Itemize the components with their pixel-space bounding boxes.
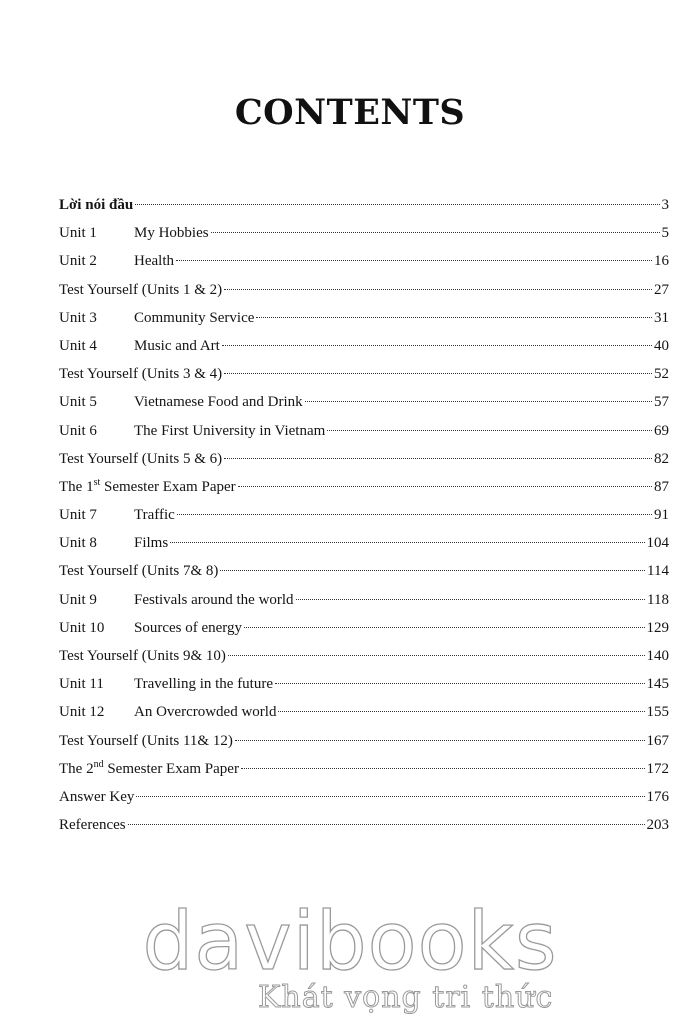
- toc-title: Festivals around the world: [134, 591, 294, 608]
- dot-leader: [220, 570, 645, 571]
- toc-entry: [59, 529, 669, 557]
- toc-title: Travelling in the future: [134, 676, 274, 693]
- dot-leader: [224, 373, 652, 374]
- toc-page-number: 118: [647, 591, 669, 608]
- toc-entry: [59, 445, 669, 473]
- dot-leader: [256, 317, 652, 318]
- toc-entry: [59, 247, 669, 275]
- toc-page-number: 69: [654, 422, 669, 439]
- toc-unit-label: Unit 3: [59, 309, 97, 326]
- toc-entry: [59, 332, 669, 360]
- toc-entry: [59, 811, 669, 839]
- toc-title: Music and Art: [134, 337, 220, 354]
- toc-entry: [59, 276, 669, 304]
- toc-entry: [59, 304, 669, 332]
- dot-leader: [327, 430, 652, 431]
- dot-leader: [305, 401, 652, 402]
- toc-page-number: 172: [646, 760, 669, 777]
- toc-title: Traffic: [134, 507, 175, 524]
- toc-title-ordinal: st: [93, 476, 101, 488]
- toc-unit-label: Unit 4: [59, 337, 97, 354]
- toc-entry: [59, 670, 669, 698]
- toc-unit-label: Unit 9: [59, 591, 97, 608]
- toc-title: Health: [134, 253, 174, 270]
- toc-entry: [59, 642, 669, 670]
- toc-title: Test Yourself (Units 5 & 6): [59, 450, 223, 467]
- dot-leader: [228, 655, 645, 656]
- toc-page-number: 40: [654, 337, 669, 354]
- toc-page-number: 27: [654, 281, 669, 298]
- toc-entry: [59, 755, 669, 783]
- toc-page-number: 87: [654, 478, 669, 495]
- toc-page-number: 129: [646, 619, 669, 636]
- toc-entry: [59, 557, 669, 585]
- toc-title: Test Yourself (Units 11& 12): [59, 732, 233, 749]
- toc-unit-label: Unit 2: [59, 253, 97, 270]
- toc-page-number: 104: [646, 535, 669, 552]
- dot-leader: [222, 345, 652, 346]
- toc-unit-label: Unit 11: [59, 676, 104, 693]
- toc-title: Sources of energy: [134, 619, 243, 636]
- toc-unit-label: Unit 7: [59, 507, 97, 524]
- toc-title: Community Service: [134, 309, 255, 326]
- dot-leader: [176, 260, 652, 261]
- dot-leader: [235, 740, 645, 741]
- toc-page-number: 140: [646, 648, 669, 664]
- toc-page-number: 82: [654, 450, 669, 467]
- dot-leader: [244, 627, 644, 628]
- toc-unit-label: Unit 5: [59, 394, 97, 411]
- toc-title: Films: [134, 535, 169, 552]
- dot-leader: [136, 796, 644, 797]
- toc-page-number: 16: [654, 253, 669, 270]
- dot-leader: [135, 204, 659, 205]
- toc-page-number: 91: [654, 507, 669, 524]
- toc-title: Lời nói đầu: [59, 197, 134, 213]
- toc-entry: [59, 360, 669, 388]
- toc-page-number: 31: [654, 309, 669, 326]
- toc-entry: [59, 417, 669, 445]
- toc-title-part: Semester Exam Paper: [100, 478, 236, 495]
- toc-entry: [59, 191, 669, 219]
- dot-leader: [296, 599, 645, 600]
- toc-title: Test Yourself (Units 3 & 4): [59, 366, 223, 383]
- toc-unit-label: Unit 10: [59, 619, 105, 636]
- dot-leader: [224, 458, 652, 459]
- toc-page-number: 52: [654, 366, 669, 383]
- dot-leader: [211, 232, 660, 233]
- toc-title: Answer Key: [59, 788, 135, 805]
- dot-leader: [177, 514, 652, 515]
- toc-entry: [59, 614, 669, 642]
- toc-unit-label: Unit 8: [59, 535, 97, 552]
- toc-title-part: The 2: [59, 760, 94, 777]
- toc-title: An Overcrowded world: [134, 704, 277, 721]
- dot-leader: [278, 711, 644, 712]
- toc-page-number: 203: [646, 817, 669, 834]
- toc-page-number: 145: [646, 676, 669, 693]
- toc-title: [59, 755, 239, 783]
- toc-entry: [59, 473, 669, 501]
- toc-unit-label: Unit 1: [59, 225, 97, 242]
- toc-title: The First University in Vietnam: [134, 422, 326, 439]
- page-title: CONTENTS: [234, 92, 466, 133]
- toc-entry: [59, 727, 669, 755]
- toc-unit-label: Unit 12: [59, 704, 105, 721]
- toc-title: References: [59, 817, 126, 834]
- toc-entry: [59, 501, 669, 529]
- toc-title: My Hobbies: [134, 225, 209, 242]
- toc-entry: [59, 586, 669, 614]
- dot-leader: [275, 683, 644, 684]
- dot-leader: [224, 289, 652, 290]
- toc-title: Test Yourself (Units 7& 8): [59, 563, 219, 580]
- toc-page-number: 114: [647, 563, 669, 580]
- toc-title: Test Yourself (Units 1 & 2): [59, 281, 223, 298]
- toc-page-number: 176: [646, 788, 669, 805]
- dot-leader: [241, 768, 645, 769]
- toc-page-number: 3: [661, 197, 669, 213]
- dot-leader: [238, 486, 652, 487]
- dot-leader: [170, 542, 644, 543]
- toc-entry: [59, 388, 669, 416]
- toc-title-ordinal: nd: [93, 758, 104, 770]
- toc-page-number: 57: [654, 394, 669, 411]
- toc-entry: [59, 219, 669, 247]
- toc-entry: [59, 783, 669, 811]
- toc-page-number: 167: [646, 732, 669, 749]
- dot-leader: [128, 824, 645, 825]
- toc-title: [59, 473, 236, 501]
- watermark-brand: davibooks: [142, 895, 558, 988]
- toc-entry: [59, 698, 669, 726]
- toc-title-part: The 1: [59, 478, 94, 495]
- toc-title: Test Yourself (Units 9& 10): [59, 648, 226, 664]
- toc-title-part: Semester Exam Paper: [103, 760, 239, 777]
- watermark-tagline: Khát vọng tri thức: [258, 980, 554, 1015]
- toc-unit-label: Unit 6: [59, 422, 97, 439]
- toc-page-number: 155: [646, 704, 669, 721]
- table-of-contents: [59, 191, 669, 839]
- toc-page-number: 5: [661, 225, 669, 242]
- toc-title: Vietnamese Food and Drink: [134, 394, 303, 411]
